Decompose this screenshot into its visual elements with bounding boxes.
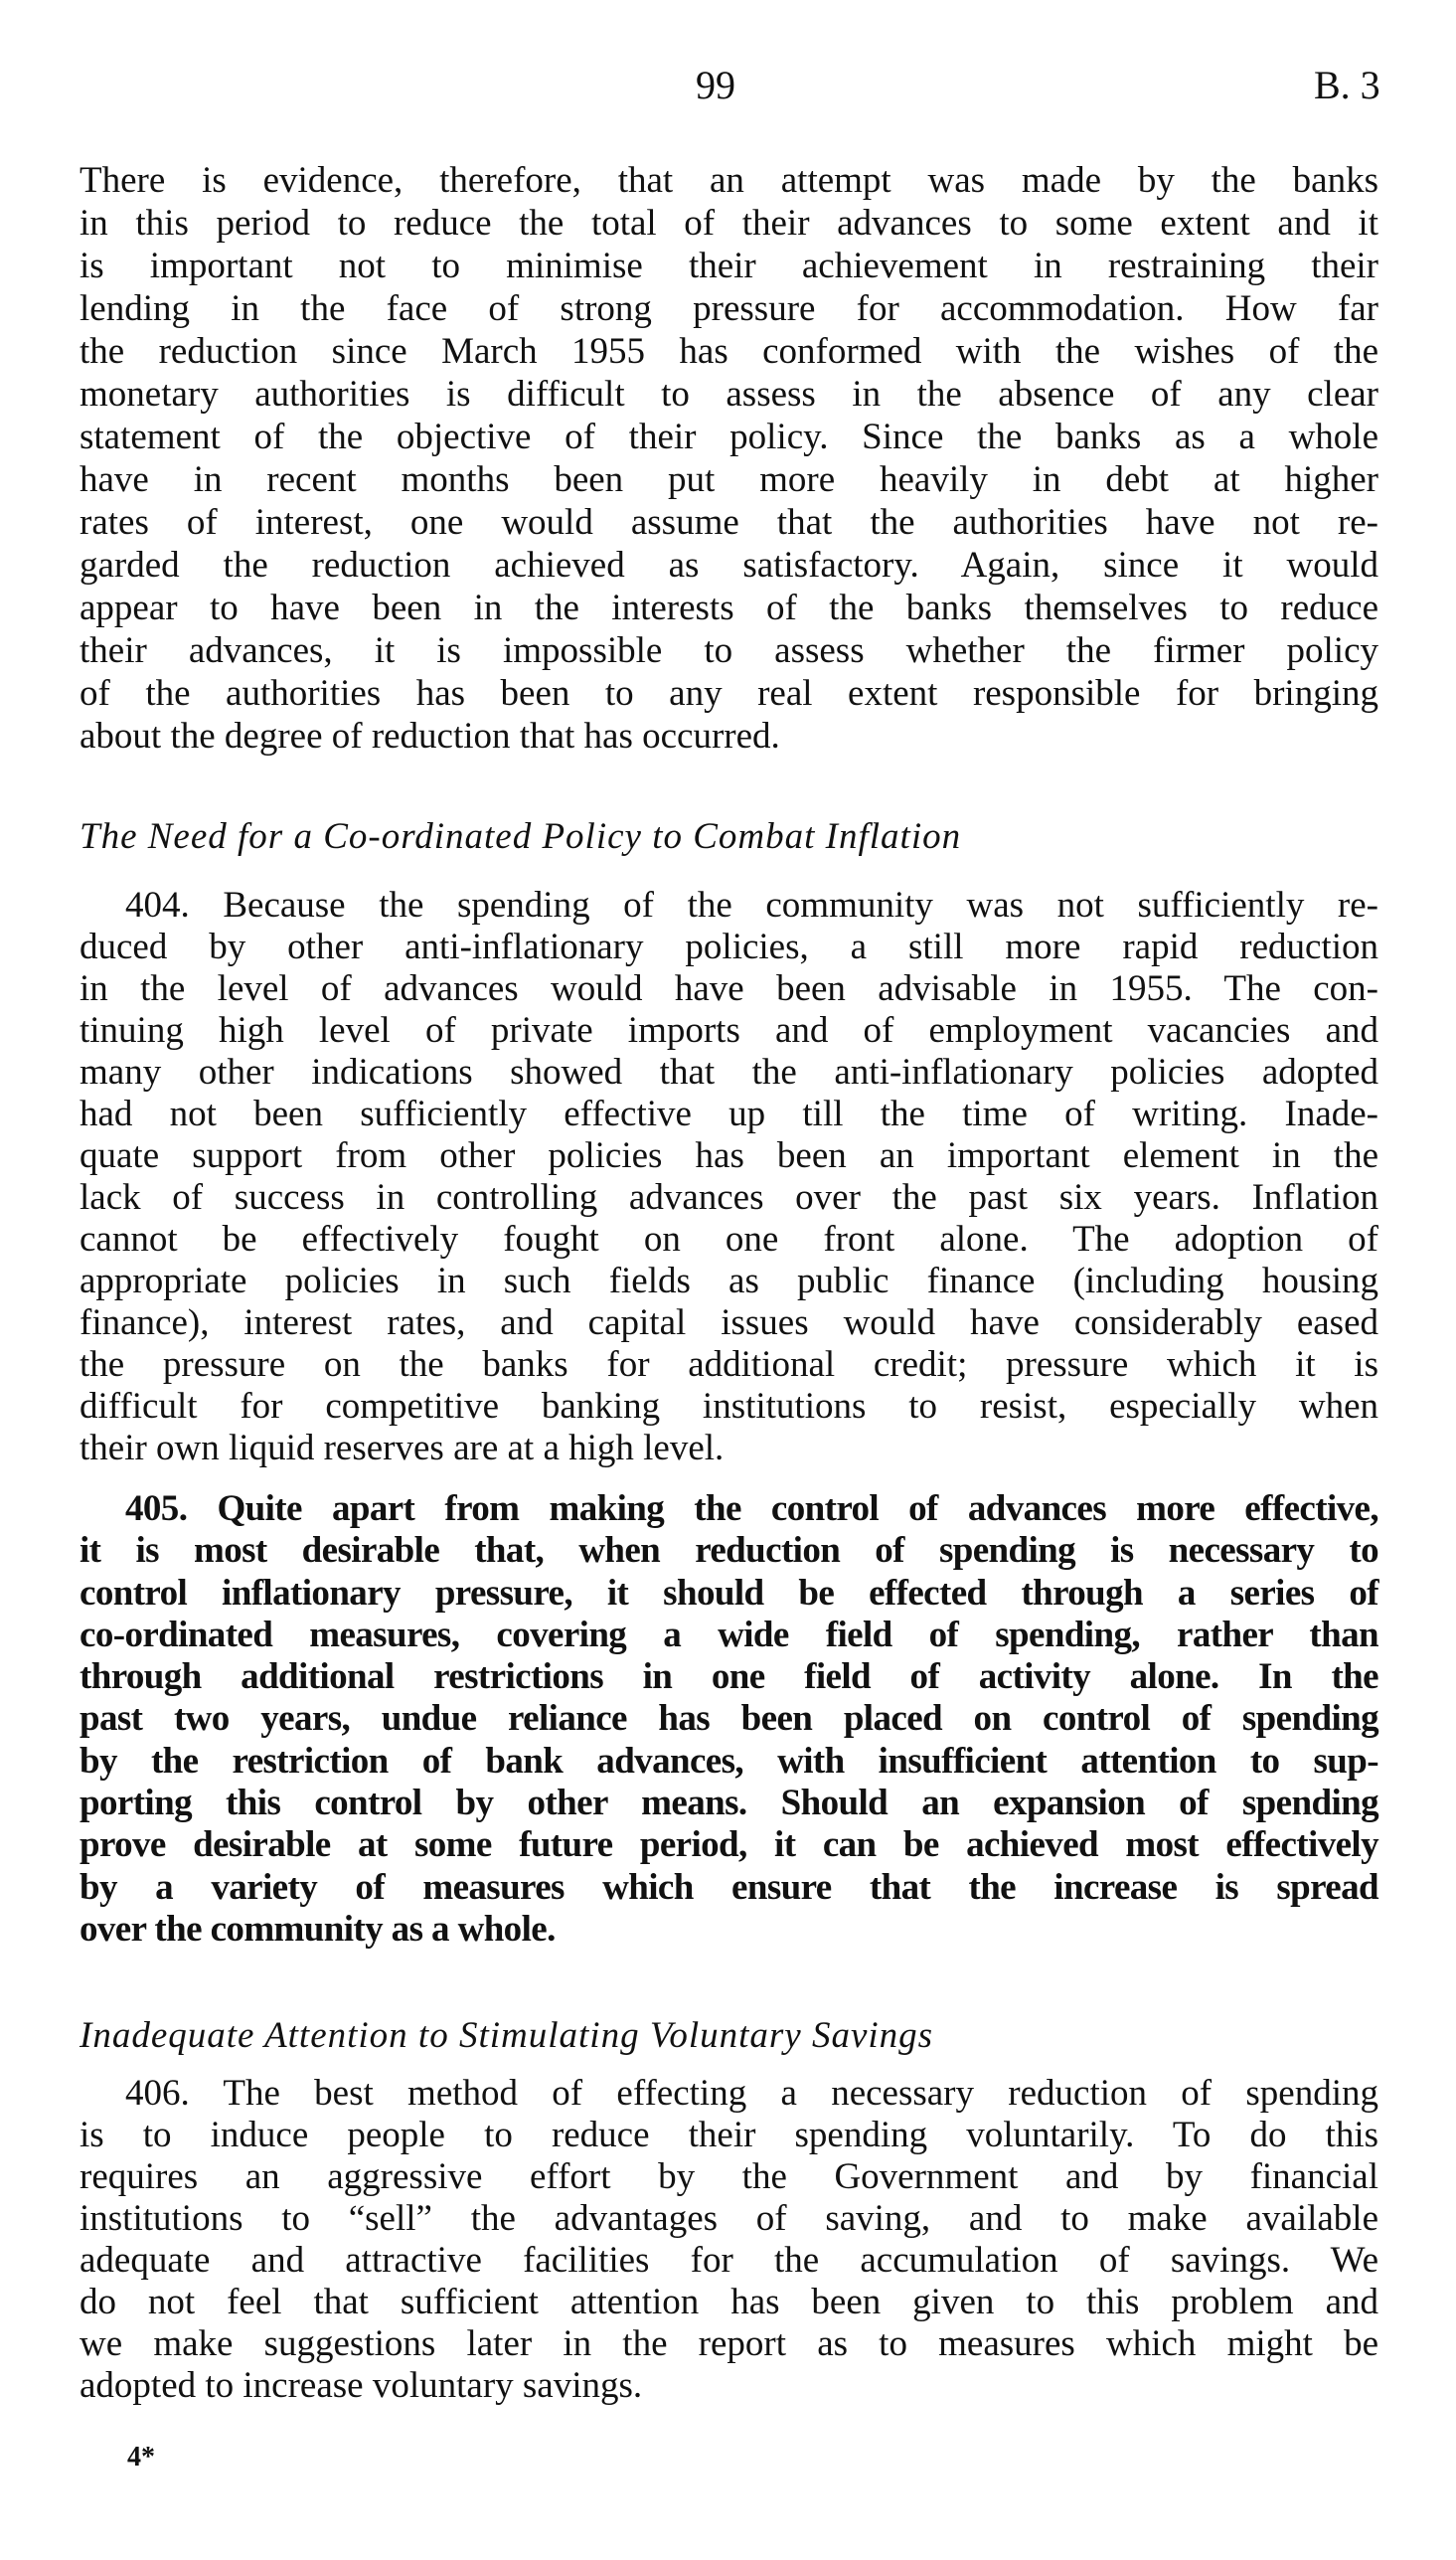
text-line: the pressure on the banks for additional credit; pressure which it is [80, 1344, 1378, 1385]
text-line: over the community as a whole. [80, 1908, 556, 1950]
text-line: of the authorities has been to any real extent responsible for bringing [80, 673, 1378, 714]
text-line: lending in the face of strong pressure for accommodation. How far [80, 288, 1378, 329]
text-line: cannot be effectively fought on one front alone. The adoption of [80, 1219, 1378, 1260]
text-line: rates of interest, one would assume that the authorities have not re- [80, 502, 1378, 543]
text-line: 404. Because the spending of the community was not sufficiently re- [125, 885, 1378, 926]
text-line: control inflationary pressure, it should be effected through a series of [80, 1572, 1378, 1614]
text-line: the reduction since March 1955 has conformed with the wishes of the [80, 331, 1378, 372]
section-heading-coordinated-policy: The Need for a Co-ordinated Policy to Combat Inflation [80, 816, 962, 857]
text-line: by a variety of measures which ensure that the increase is spread [80, 1866, 1378, 1908]
signature-mark: 4* [127, 2442, 155, 2473]
text-line: difficult for competitive banking institutions to resist, especially when [80, 1386, 1378, 1427]
text-line: institutions to “sell” the advantages of saving, and to make available [80, 2198, 1378, 2239]
text-line: in the level of advances would have been advisable in 1955. The con- [80, 968, 1378, 1009]
text-line: co-ordinated measures, covering a wide field of spending, rather than [80, 1614, 1378, 1655]
text-line: their advances, it is impossible to assess whether the firmer policy [80, 630, 1378, 671]
page-number: 99 [696, 63, 735, 107]
text-line: There is evidence, therefore, that an attempt was made by the banks [80, 160, 1378, 201]
text-line: quate support from other policies has been an important element in the [80, 1135, 1378, 1176]
text-line: by the restriction of bank advances, with insufficient attention to sup- [80, 1740, 1378, 1782]
text-line: 406. The best method of effecting a necessary reduction of spending [125, 2073, 1378, 2114]
text-line: appear to have been in the interests of the banks themselves to reduce [80, 588, 1378, 628]
text-line: many other indications showed that the anti-inflationary policies adopted [80, 1052, 1378, 1093]
section-heading-voluntary-savings: Inadequate Attention to Stimulating Voluntary Savings [80, 2015, 934, 2056]
paragraph-406 [80, 2073, 1378, 2407]
text-line: is to induce people to reduce their spending voluntarily. To do this [80, 2115, 1378, 2155]
text-line: past two years, undue reliance has been placed on control of spending [80, 1698, 1378, 1740]
text-line: we make suggestions later in the report as to measures which might be [80, 2323, 1378, 2364]
text-line: 405. Quite apart from making the control of advances more effective, [125, 1488, 1378, 1529]
text-line: garded the reduction achieved as satisfactory. Again, since it would [80, 545, 1378, 586]
paragraph-404 [80, 885, 1378, 1469]
text-line: do not feel that sufficient attention has been given to this problem and [80, 2282, 1378, 2322]
text-line: appropriate policies in such fields as public finance (including housing [80, 1261, 1378, 1301]
text-line: monetary authorities is difficult to assess in the absence of any clear [80, 374, 1378, 415]
text-line: in this period to reduce the total of their advances to some extent and it [80, 203, 1378, 244]
text-line: through additional restrictions in one field of activity alone. In the [80, 1656, 1378, 1698]
text-line: is important not to minimise their achievement in restraining their [80, 246, 1378, 286]
text-line: prove desirable at some future period, it can be achieved most effectively [80, 1824, 1378, 1866]
text-line: have in recent months been put more heavily in debt at higher [80, 459, 1378, 500]
text-line: porting this control by other means. Should an expansion of spending [80, 1783, 1378, 1824]
text-line: tinuing high level of private imports and of employment vacancies and [80, 1010, 1378, 1051]
text-line: their own liquid reserves are at a high level. [80, 1428, 725, 1468]
text-line: had not been sufficiently effective up till the time of writing. Inade- [80, 1094, 1378, 1134]
paragraph-405 [80, 1488, 1378, 1951]
text-line: adopted to increase voluntary savings. [80, 2365, 643, 2406]
text-line: it is most desirable that, when reduction of spending is necessary to [80, 1530, 1378, 1572]
document-reference: B. 3 [1314, 63, 1380, 107]
paragraph-intro [80, 159, 1378, 758]
text-line: duced by other anti-inflationary policies, a still more rapid reduction [80, 927, 1378, 967]
text-line: lack of success in controlling advances over the past six years. Inflation [80, 1177, 1378, 1218]
text-line: requires an aggressive effort by the Government and by financial [80, 2156, 1378, 2197]
text-line: finance), interest rates, and capital issues would have considerably eased [80, 1302, 1378, 1343]
text-line: adequate and attractive facilities for the accumulation of savings. We [80, 2240, 1378, 2281]
text-line: statement of the objective of their policy. Since the banks as a whole [80, 417, 1378, 457]
text-line: about the degree of reduction that has occurred. [80, 716, 780, 757]
